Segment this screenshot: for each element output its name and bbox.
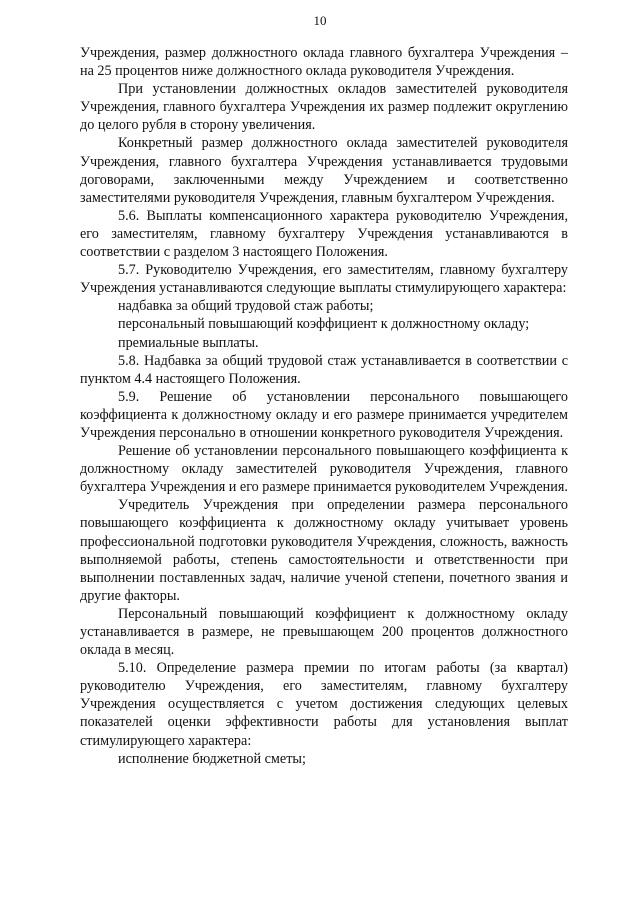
- paragraph: Учредитель Учреждения при определении размера персонального повышающего коэффициента к должностному окладу учитывает уровень профессиональной подготовки руководителя Учреждения, сложность, важность выполняемой работы, степень самостоятельности и ответственности при выполнении поставленных задач, наличие ученой степени, почетного звания и другие факторы.: [80, 497, 568, 604]
- list-item: надбавка за общий трудовой стаж работы;: [118, 298, 374, 315]
- list-item: персональный повышающий коэффициент к должностному окладу;: [118, 316, 530, 333]
- paragraph: 5.6. Выплаты компенсационного характера руководителю Учреждения, его заместителям, главному бухгалтеру Учреждения устанавливаются в соответствии с разделом 3 настоящего Положения.: [80, 207, 568, 261]
- paragraph: 5.8. Надбавка за общий трудовой стаж устанавливается в соответствии с пунктом 4.4 настоящего Положения.: [80, 352, 568, 387]
- paragraph: Решение об установлении персонального повышающего коэффициента к должностному окладу заместителей руководителя Учреждения, главного бухгалтера Учреждения и его размере принимается руководителем Учреждения.: [80, 443, 568, 496]
- list-item: премиальные выплаты.: [118, 334, 259, 351]
- paragraph: Учреждения, размер должностного оклада главного бухгалтера Учреждения – на 25 процентов ниже должностного оклада руководителя Учреждения.: [80, 45, 568, 80]
- page-number: 10: [313, 13, 327, 28]
- paragraph: 5.10. Определение размера премии по итогам работы (за квартал) руководителю Учреждения, его заместителям, главному бухгалтеру Учреждения осуществляется с учетом достижения следующих целевых показателей оценки эффективности работы для установления выплат стимулирующего характера:: [80, 660, 568, 749]
- document-body: [80, 44, 568, 768]
- paragraph: Конкретный размер должностного оклада заместителей руководителя Учреждения, главного бухгалтера Учреждения устанавливается трудовыми договорами, заключенными между Учреждением и соответственно заместителями руководителя Учреждения, главным бухгалтером Учреждения.: [80, 135, 568, 206]
- list-item: исполнение бюджетной сметы;: [118, 750, 306, 767]
- paragraph: Персональный повышающий коэффициент к должностному окладу устанавливается в размере, не превышающем 200 процентов должностного оклада в месяц.: [80, 605, 568, 659]
- paragraph: 5.9. Решение об установлении персонального повышающего коэффициента к должностному окладу и его размере принимается учредителем Учреждения персонально в отношении конкретного руководителя Учреждения.: [80, 388, 568, 441]
- paragraph: 5.7. Руководителю Учреждения, его заместителям, главному бухгалтеру Учреждения устанавливаются следующие выплаты стимулирующего характера:: [80, 262, 568, 297]
- paragraph: При установлении должностных окладов заместителей руководителя Учреждения, главного бухгалтера Учреждения их размер подлежит округлению до целого рубля в сторону увеличения.: [80, 81, 568, 134]
